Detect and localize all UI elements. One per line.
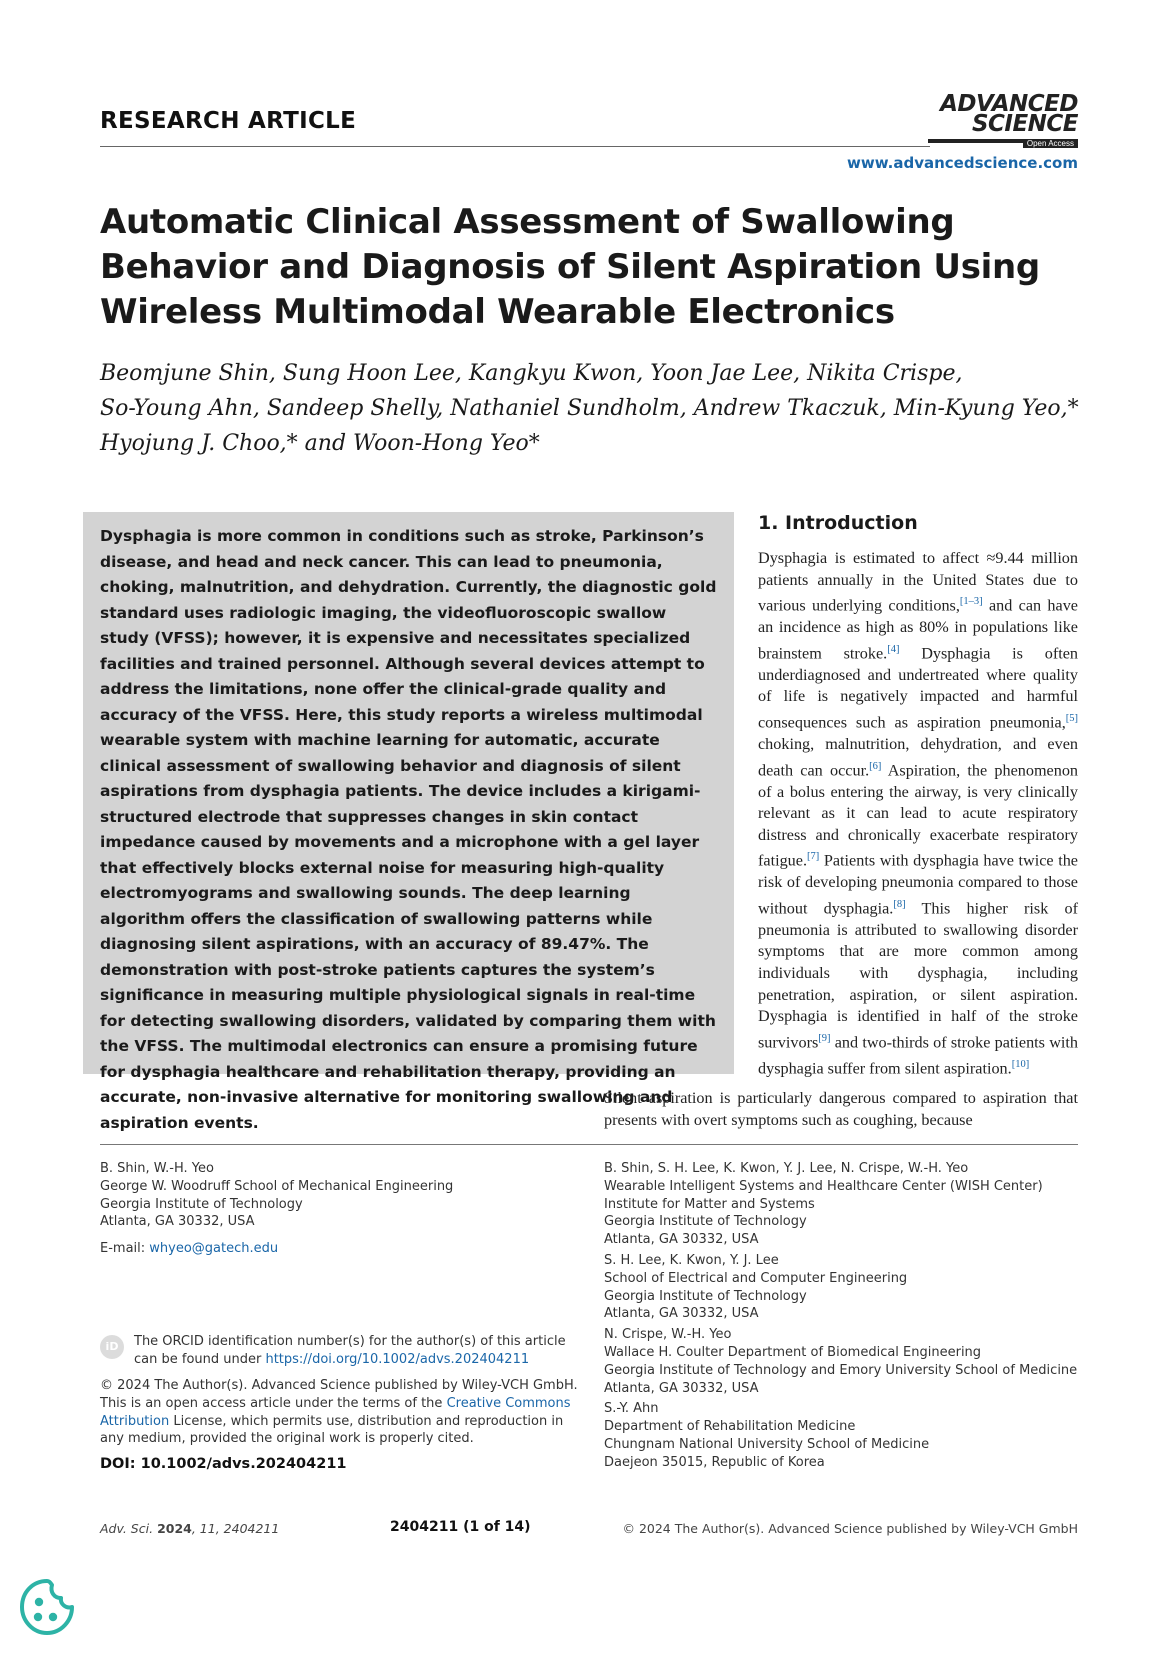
doi-line[interactable]: DOI: 10.1002/advs.202404211	[100, 1456, 347, 1472]
open-access-badge: Open Access	[1023, 139, 1078, 148]
abstract-text: Dysphagia is more common in conditions such as stroke, Parkinson’s disease, and head and neck cancer. This can lead to pneumonia, choking, malnutrition, and dehydration. Currently, the diagnostic gold standard uses radiologic imaging, the videofluoroscopic swallow study (VFSS); however, it is expensive and necessitates specialized facilities and trained personnel. Although several devices attempt to address the limitations, none offer the clinical-grade quality and accuracy of the VFSS. Here, this study reports a wireless multimodal wearable system with machine learning for automatic, accurate clinical assessment of swallowing behavior and diagnosis of silent aspirations from dysphagia patients. The device includes a kirigami-structured electrode that suppresses changes in skin contact impedance caused by movements and a microphone with a gel layer that effectively blocks external noise for measuring high-quality electromyograms and swallowing sounds. The deep learning algorithm offers the classification of swallowing patterns while diagnosing silent aspirations, with an accuracy of 89.47%. The demonstration with post-stroke patients captures the system’s significance in measuring multiple physiological signals in real-time for detecting swallowing disorders, validated by comparing them with the VFSS. The multimodal electronics can ensure a promising future for dysphagia healthcare and rehabilitation therapy, providing an accurate, non-invasive alternative for monitoring swallowing and aspiration events.	[100, 527, 717, 1132]
cookie-icon[interactable]	[16, 1576, 78, 1638]
intro-segment: Dysphagia is estimated to affect ≈9.44 million patients annually in the United States due to various underlying conditions,	[758, 549, 1078, 615]
citation-link[interactable]: [9]	[818, 1032, 831, 1044]
affiliation-line: Atlanta, GA 30332, USA	[100, 1214, 255, 1230]
citation-link[interactable]: [6]	[869, 760, 882, 772]
header-rule	[100, 146, 930, 147]
affiliation-block	[604, 1400, 1084, 1471]
email-label: E-mail:	[100, 1241, 150, 1257]
affiliation-line: Daejeon 35015, Republic of Korea	[604, 1454, 825, 1470]
affiliation-left	[100, 1160, 570, 1258]
license-link[interactable]: Creative Commons Attribution	[100, 1395, 571, 1429]
affiliation-names: B. Shin, W.-H. Yeo	[100, 1161, 214, 1176]
affiliation-names: N. Crispe, W.-H. Yeo	[604, 1327, 732, 1343]
intro-segment: Dysphagia is often underdiagnosed and undertreated where quality of life is negatively impacted and harmful consequences such as aspiration pneumonia,	[758, 644, 1078, 732]
affiliation-line: School of Electrical and Computer Engineering	[604, 1270, 908, 1286]
affiliation-names: S.-Y. Ahn	[604, 1401, 659, 1417]
affiliation-right	[604, 1160, 1084, 1472]
license-text: © 2024 The Author(s). Advanced Science published by Wiley-VCH GmbH. This is an open access article under the terms of the	[100, 1378, 578, 1411]
affiliation-line: Chungnam National University School of Medicine	[604, 1436, 930, 1452]
affiliation-line: Wearable Intelligent Systems and Healthcare Center (WISH Center)	[604, 1178, 1043, 1194]
section-kicker: RESEARCH ARTICLE	[100, 108, 357, 134]
footer-year: 2024	[157, 1521, 192, 1536]
affiliation-line: Georgia Institute of Technology and Emory University School of Medicine	[604, 1362, 1078, 1378]
affiliation-line: Georgia Institute of Technology	[100, 1196, 303, 1212]
citation-link[interactable]: [10]	[1011, 1058, 1030, 1070]
affiliation-line: Atlanta, GA 30332, USA	[604, 1232, 759, 1248]
license-text: License, which permits use, distribution and reproduction in any medium, provided the original work is properly cited.	[100, 1413, 564, 1447]
affiliation-names: B. Shin, S. H. Lee, K. Kwon, Y. J. Lee, N. Crispe, W.-H. Yeo	[604, 1161, 969, 1176]
journal-logo[interactable]	[940, 93, 1078, 135]
author-line: So-Young Ahn, Sandeep Shelly, Nathaniel Sundholm, Andrew Tkaczuk, Min-Kyung Yeo,*	[100, 396, 1079, 421]
affiliation-line: Institute for Matter and Systems	[604, 1196, 815, 1212]
affiliation-line: Georgia Institute of Technology	[604, 1214, 807, 1230]
email-link[interactable]: whyeo@gatech.edu	[149, 1241, 279, 1257]
footer-copyright: © 2024 The Author(s). Advanced Science published by Wiley-VCH GmbH	[622, 1521, 1078, 1536]
intro-segment: and two-thirds of stroke patients with dysphagia suffer from silent aspiration.	[758, 1033, 1078, 1078]
footer-journal: Adv. Sci.	[100, 1521, 154, 1536]
journal-logo-line2: SCIENCE	[971, 111, 1078, 137]
orcid-link[interactable]: https://doi.org/10.1002/advs.202404211	[265, 1351, 530, 1367]
affiliation-line: Atlanta, GA 30332, USA	[604, 1380, 759, 1396]
author-line: Hyojung J. Choo,* and Woon-Hong Yeo*	[100, 431, 540, 456]
footer-citation	[100, 1521, 279, 1536]
intro-heading: 1. Introduction	[758, 512, 918, 534]
journal-logo-line1: ADVANCED	[940, 91, 1078, 117]
affiliation-line: Georgia Institute of Technology	[604, 1288, 807, 1304]
intro-segment: Aspiration, the phenomenon of a bolus entering the airway, is very clinically relevant as it can lead to acute respiratory distress and chronically exacerbate respiratory fatigue.	[758, 760, 1079, 870]
citation-link[interactable]: [4]	[887, 643, 900, 655]
orcid-icon: iD	[100, 1335, 124, 1359]
citation-link[interactable]: [7]	[807, 851, 820, 863]
citation-link[interactable]: [8]	[893, 898, 906, 910]
orcid-note	[134, 1333, 580, 1369]
citation-link[interactable]: [5]	[1065, 712, 1078, 724]
affiliation-line: Atlanta, GA 30332, USA	[604, 1306, 759, 1322]
affiliation-rule	[100, 1144, 1078, 1145]
citation-link[interactable]: [1–3]	[959, 596, 983, 608]
journal-website-link[interactable]: www.advancedscience.com	[847, 154, 1078, 172]
license-note	[100, 1377, 580, 1448]
intro-segment: choking, malnutrition, dehydration, and even death can occur.	[758, 734, 1078, 779]
intro-segment: Patients with dysphagia have twice the risk of developing pneumonia compared to those without dysphagia.	[758, 851, 1078, 918]
intro-segment: This higher risk of pneumonia is attributed to swallowing disorder symptoms that are more common among individuals with dysphagia, including penetration, aspiration, or silent aspiration. Dysphagia is identified in half of the stroke survivors	[758, 899, 1078, 1052]
author-list	[100, 356, 1100, 461]
intro-continuation: Silent aspiration is particularly dangerous compared to aspiration that presents with overt symptoms such as coughing, because	[604, 1089, 1078, 1129]
affiliation-line: Wallace H. Coulter Department of Biomedical Engineering	[604, 1344, 982, 1360]
affiliation-line: Department of Rehabilitation Medicine	[604, 1419, 856, 1435]
article-title: Automatic Clinical Assessment of Swallowing Behavior and Diagnosis of Silent Aspiration Using Wireless Multimodal Wearable Electronics	[100, 202, 1040, 332]
intro-text	[758, 548, 1078, 1080]
affiliation-names: S. H. Lee, K. Kwon, Y. J. Lee	[604, 1252, 779, 1268]
orcid-text: The ORCID identification number(s) for the author(s) of this article can be found under	[134, 1334, 566, 1367]
affiliation-block	[604, 1252, 1084, 1323]
intro-segment: and can have an incidence as high as 80% in populations like brainstem stroke.	[758, 596, 1078, 663]
affiliation-block	[604, 1326, 1084, 1397]
author-line: Beomjune Shin, Sung Hoon Lee, Kangkyu Kwon, Yoon Jae Lee, Nikita Crispe,	[100, 361, 963, 386]
affiliation-block	[604, 1160, 1084, 1249]
affiliation-line: George W. Woodruff School of Mechanical Engineering	[100, 1178, 454, 1194]
page-number: 2404211 (1 of 14)	[390, 1519, 531, 1535]
email-line	[100, 1240, 570, 1258]
footer-volume: , 11, 2404211	[191, 1521, 280, 1536]
